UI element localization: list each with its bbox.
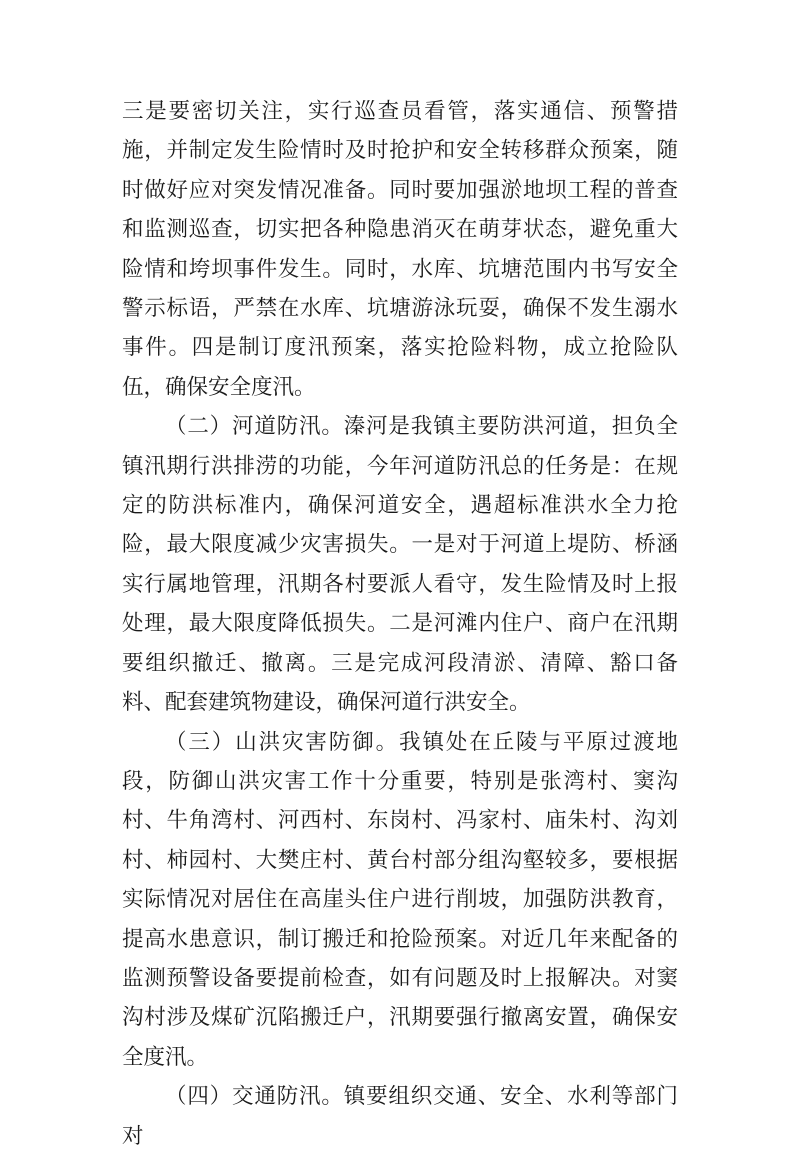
- paragraph-flood-reservoir: 三是要密切关注，实行巡查员看管，落实通信、预警措施，并制定发生险情时及时抢护和安全转移群众预案，随时做好应对突发情况准备。同时要加强淤地坝工程的普查和监测巡查，切实把各种隐患消灭在萌芽状态，避免重大险情和垮坝事件发生。同时，水库、坑塘范围内书写安全警示标语，严禁在水库、坑塘游泳玩耍，确保不发生溺水事件。四是制订度汛预案，落实抢险料物，成立抢险队伍，确保安全度汛。: [122, 99, 678, 400]
- paragraph-mountain-flood-defense: （三）山洪灾害防御。我镇处在丘陵与平原过渡地段，防御山洪灾害工作十分重要，特别是张湾村、窦沟村、牛角湾村、河西村、东岗村、冯家村、庙朱村、沟刘村、柿园村、大樊庄村、黄台村部分组沟壑较多，要根据实际情况对居住在高崖头住户进行削坡，加强防洪教育，提高水患意识，制订搬迁和抢险预案。对近几年来配备的监测预警设备要提前检查，如有问题及时上报解决。对窦沟村涉及煤矿沉陷搬迁户，汛期要强行撤离安置，确保安全度汛。: [122, 729, 678, 1070]
- document-page: [122, 92, 678, 1156]
- paragraph-river-flood-control: （二）河道防汛。溱河是我镇主要防洪河道，担负全镇汛期行洪排涝的功能，今年河道防汛总的任务是：在规定的防洪标准内，确保河道安全，遇超标准洪水全力抢险，最大限度减少灾害损失。一是对于河道上堤防、桥涵实行属地管理，汛期各村要派人看守，发生险情及时上报处理，最大限度降低损失。二是河滩内住户、商户在汛期要组织撤迁、撤离。三是完成河段清淤、清障、豁口备料、配套建筑物建设，确保河道行洪安全。: [122, 414, 678, 716]
- paragraph-traffic-flood-control: （四）交通防汛。镇要组织交通、安全、水利等部门对: [122, 1084, 678, 1149]
